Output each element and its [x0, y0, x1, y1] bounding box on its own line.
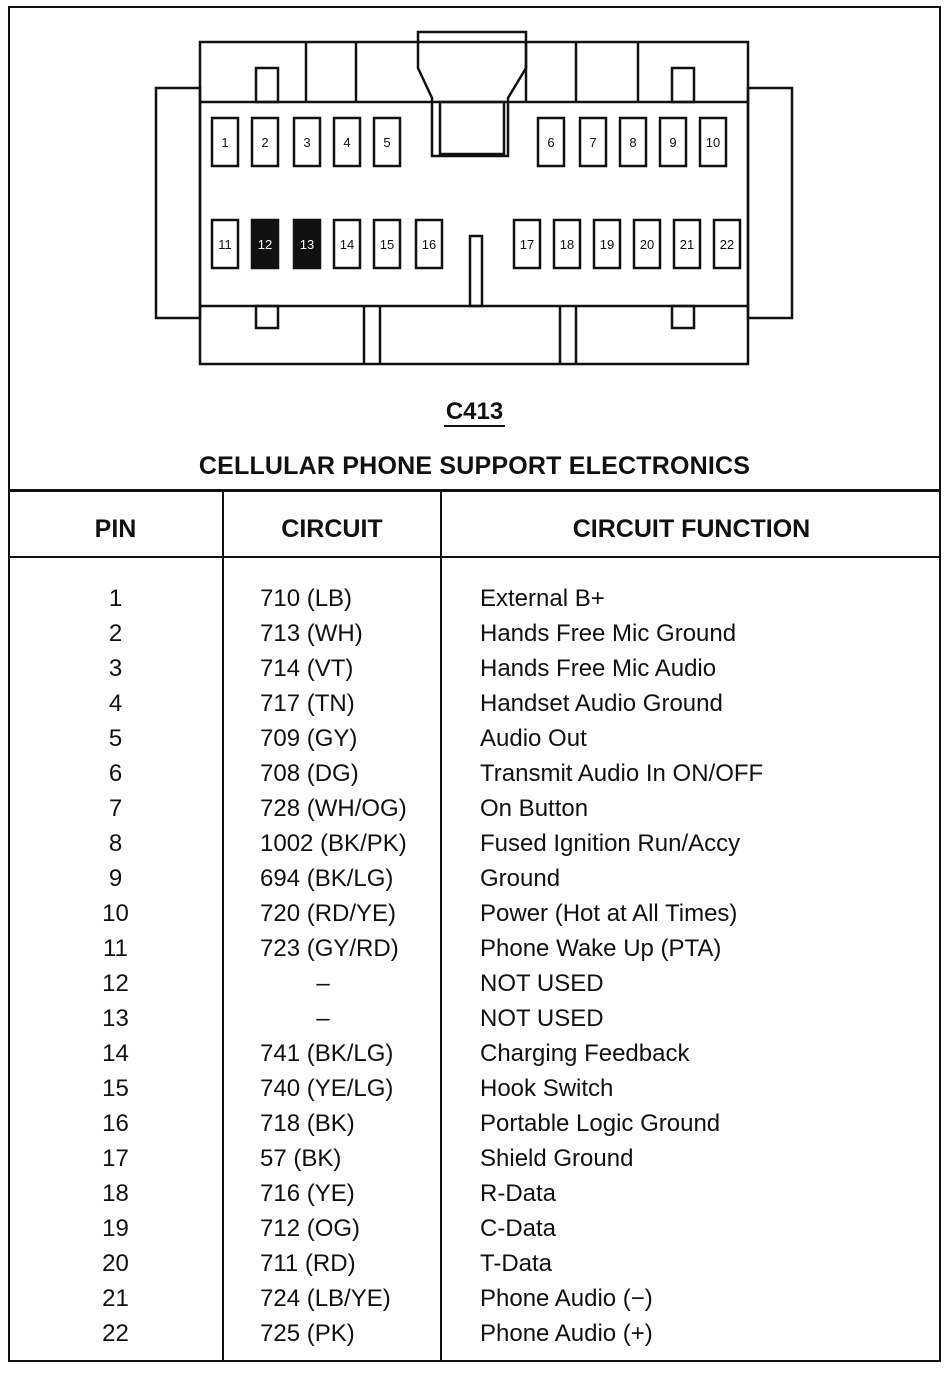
- circuit-code: 711 (RD): [260, 1250, 356, 1277]
- pin-number: 3: [108, 655, 123, 682]
- pin-cavity: [334, 220, 360, 268]
- pin-number: 21: [102, 1285, 129, 1312]
- pin-label: 11: [218, 237, 232, 252]
- circuit-function: On Button: [480, 795, 589, 822]
- circuit-function: External B+: [480, 585, 605, 612]
- pin-number: 4: [108, 690, 123, 717]
- header-circuit-function: CIRCUIT FUNCTION: [572, 515, 811, 543]
- pin-label: 17: [519, 237, 535, 252]
- pin-cavity: [212, 220, 238, 268]
- pin-number: 10: [102, 900, 129, 927]
- circuit-function: T-Data: [480, 1250, 553, 1277]
- circuit-function: Hands Free Mic Ground: [480, 620, 737, 647]
- table-row: [8, 900, 941, 935]
- circuit-function: Phone Audio (−): [480, 1285, 653, 1312]
- pin-cavity: [252, 220, 278, 268]
- pin-label: 21: [679, 237, 695, 252]
- pin-number: 17: [102, 1145, 129, 1172]
- pin-label: 3: [303, 135, 311, 150]
- circuit-function: Portable Logic Ground: [480, 1110, 721, 1137]
- circuit-function: R-Data: [480, 1180, 557, 1207]
- pin-number: 2: [108, 620, 123, 647]
- pin-cavity: [700, 118, 726, 166]
- table-row: [8, 1145, 941, 1180]
- circuit-code: 714 (VT): [260, 655, 354, 682]
- circuit-code: 710 (LB): [260, 585, 353, 612]
- circuit-code: 723 (GY/RD): [260, 935, 399, 962]
- pin-number: 22: [102, 1320, 129, 1347]
- table-row: [8, 1110, 941, 1145]
- pin-number: 11: [103, 935, 128, 962]
- circuit-code: 694 (BK/LG): [260, 865, 394, 892]
- pin-number: 5: [108, 725, 123, 752]
- circuit-code: –: [316, 1005, 330, 1032]
- connector-diagram: [8, 6, 941, 490]
- pin-cavity: [374, 118, 400, 166]
- pin-number: 1: [108, 585, 123, 612]
- pin-label: 7: [589, 135, 597, 150]
- right-flange: [748, 88, 792, 318]
- connector-id: C413: [445, 398, 504, 425]
- pin-cavity: [294, 118, 320, 166]
- circuit-function: NOT USED: [480, 1005, 604, 1032]
- pin-cavity: [416, 220, 442, 268]
- table-row: [8, 865, 941, 900]
- circuit-function: Transmit Audio In ON/OFF: [480, 760, 764, 787]
- pin-cavity: [594, 220, 620, 268]
- circuit-code: 713 (WH): [260, 620, 363, 647]
- circuit-function: Phone Audio (+): [480, 1320, 653, 1347]
- circuit-function: Phone Wake Up (PTA): [480, 935, 722, 962]
- circuit-code: 725 (PK): [260, 1320, 355, 1347]
- pin-number: 18: [102, 1180, 129, 1207]
- pin-label: 22: [719, 237, 735, 252]
- circuit-function: Charging Feedback: [480, 1040, 690, 1067]
- pin-label: 2: [261, 135, 269, 150]
- circuit-code: 741 (BK/LG): [260, 1040, 394, 1067]
- circuit-function: Power (Hot at All Times): [480, 900, 738, 927]
- pin-cavity: [538, 118, 564, 166]
- header-pin: PIN: [94, 515, 137, 543]
- pin-label: 13: [299, 237, 315, 252]
- table-row: [8, 1040, 941, 1075]
- pin-cavity: [674, 220, 700, 268]
- table-row: [8, 690, 941, 725]
- circuit-code: 716 (YE): [260, 1180, 355, 1207]
- table-row: [8, 585, 941, 620]
- pin-cavity: [660, 118, 686, 166]
- pin-number: 12: [102, 970, 129, 997]
- header-rule: [8, 556, 941, 558]
- left-flange: [156, 88, 200, 318]
- pin-cavity: [212, 118, 238, 166]
- table-row: [8, 1005, 941, 1040]
- pin-cavity: [294, 220, 320, 268]
- pin-number: 20: [102, 1250, 129, 1277]
- connector-body: [200, 42, 748, 364]
- circuit-function: Hands Free Mic Audio: [480, 655, 717, 682]
- pin-label: 16: [421, 237, 437, 252]
- table-row: [8, 655, 941, 690]
- circuit-code: 728 (WH/OG): [260, 795, 407, 822]
- table-body: [8, 585, 941, 1355]
- pin-label: 15: [379, 237, 395, 252]
- pin-number: 9: [108, 865, 123, 892]
- table-row: [8, 760, 941, 795]
- pin-cavity: [714, 220, 740, 268]
- circuit-function: Fused Ignition Run/Accy: [480, 830, 741, 857]
- circuit-code: 708 (DG): [260, 760, 359, 787]
- pin-label: 4: [343, 135, 351, 150]
- pin-label: 18: [559, 237, 575, 252]
- pin-cavity: [620, 118, 646, 166]
- pin-label: 8: [629, 135, 637, 150]
- pin-number: 13: [102, 1005, 129, 1032]
- table-row: [8, 1215, 941, 1250]
- pin-number: 15: [102, 1075, 129, 1102]
- table-top-rule: [8, 489, 941, 492]
- header-circuit: CIRCUIT: [281, 515, 383, 543]
- table-row: [8, 970, 941, 1005]
- pin-number: 8: [108, 830, 123, 857]
- circuit-code: 1002 (BK/PK): [260, 830, 407, 857]
- circuit-code: 720 (RD/YE): [260, 900, 397, 927]
- table-row: [8, 1075, 941, 1110]
- table-row: [8, 1320, 941, 1355]
- circuit-function: Shield Ground: [480, 1145, 634, 1172]
- pin-label: 6: [547, 135, 555, 150]
- table-row: [8, 725, 941, 760]
- circuit-code: 724 (LB/YE): [260, 1285, 391, 1312]
- pin-label: 19: [599, 237, 615, 252]
- pin-label: 5: [383, 135, 391, 150]
- pin-label: 1: [221, 135, 229, 150]
- circuit-code: –: [316, 970, 330, 997]
- table-row: [8, 1285, 941, 1320]
- circuit-code: 718 (BK): [260, 1110, 355, 1137]
- table-row: [8, 1180, 941, 1215]
- pin-cavity: [554, 220, 580, 268]
- connector-title: CELLULAR PHONE SUPPORT ELECTRONICS: [198, 452, 751, 480]
- pin-cavity: [580, 118, 606, 166]
- circuit-function: Hook Switch: [480, 1075, 614, 1102]
- circuit-function: NOT USED: [480, 970, 604, 997]
- table-row: [8, 620, 941, 655]
- pin-label: 14: [339, 237, 355, 252]
- circuit-function: C-Data: [480, 1215, 557, 1242]
- pin-cavity: [252, 118, 278, 166]
- pin-number: 6: [108, 760, 123, 787]
- pin-number: 14: [102, 1040, 129, 1067]
- table-row: [8, 830, 941, 865]
- table-row: [8, 1250, 941, 1285]
- pin-number: 19: [102, 1215, 129, 1242]
- circuit-function: Ground: [480, 865, 561, 892]
- connector-face-drawing: [8, 6, 941, 396]
- pin-number: 7: [108, 795, 123, 822]
- pin-cavity: [374, 220, 400, 268]
- circuit-function: Handset Audio Ground: [480, 690, 723, 717]
- circuit-code: 57 (BK): [260, 1145, 342, 1172]
- pin-cavities: [212, 118, 740, 268]
- circuit-code: 709 (GY): [260, 725, 358, 752]
- pin-label: 9: [669, 135, 677, 150]
- table-row: [8, 795, 941, 830]
- circuit-code: 712 (OG): [260, 1215, 361, 1242]
- pin-label: 20: [639, 237, 655, 252]
- pin-cavity: [514, 220, 540, 268]
- circuit-code: 740 (YE/LG): [260, 1075, 394, 1102]
- circuit-code: 717 (TN): [260, 690, 355, 717]
- pin-label: 12: [257, 237, 273, 252]
- pin-number: 16: [102, 1110, 129, 1137]
- pin-label: 10: [705, 135, 721, 150]
- pin-cavity: [634, 220, 660, 268]
- pin-table: [8, 489, 941, 1362]
- pin-cavity: [334, 118, 360, 166]
- circuit-function: Audio Out: [480, 725, 587, 752]
- table-row: [8, 935, 941, 970]
- latch: [418, 32, 526, 156]
